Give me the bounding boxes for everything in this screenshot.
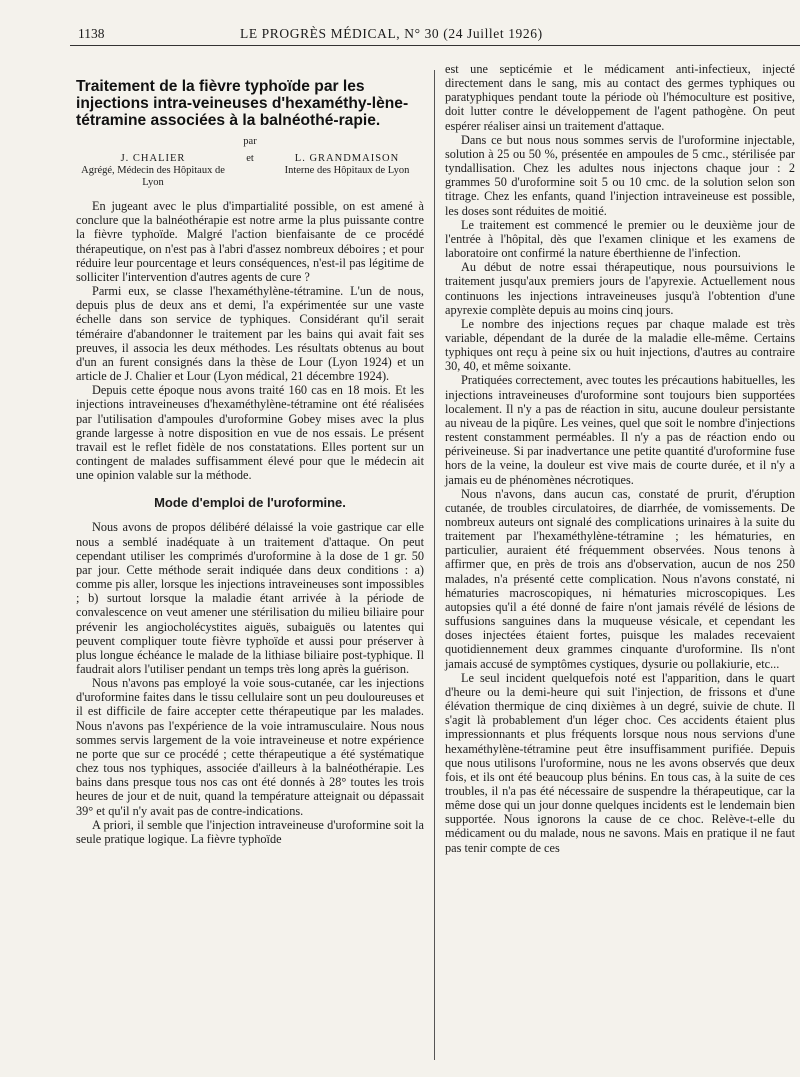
paragraph: Le seul incident quelquefois noté est l'apparition, dans le quart d'heure ou la demi-heure qui suit l'injection, de frissons et d'une élévation thermique de cinq dixièmes à un degré, suivie de chute. Il s'agit là probablement d'un léger choc. Ces accidents étaient plus impressionnants et plus fréquents lorsque nous nous servions d'une hexaméthylène-tétramine peut être insuffisamment purifiée. Depuis que nous utilisons l'uroformine, nous ne les avons observés que deux fois, et ils ont été beaucoup plus bénins. En tous cas, à la suite de ces troubles, il n'a pas été nécessaire de suspendre la thérapeutique, car la même dose qui un jour donne quelques incidents est le lendemain bien supportée. Nous ignorons la cause de ce choc. Relève-t-elle du médicament ou du malade, nous ne savons. Mais en pratique il ne faut pas tenir compte de ces (445, 670, 795, 855)
column-divider (434, 70, 435, 1060)
paragraph: Dans ce but nous nous sommes servis de l'uroformine injectable, solution à 25 ou 50 %, présentée en ampoules de 5 cmc., stérilisée par tyndallisation. Chez les adultes nous injectons chaque jour : 2 grammes 50 d'uroformine soit 5 ou 10 cmc. de la solution selon son titrage. Chez les enfants, quand l'injection intraveineuse est possible, les doses sont réduites de moitié. (445, 132, 795, 218)
paragraph: Nous n'avons, dans aucun cas, constaté de prurit, d'éruption cutanée, de troubles circulatoires, de diarrhée, de vomissements. De nombreux auteurs ont signalé des complications urinaires à la suite du traitement par l'hexaméthylène-tétramine ; les hématuries, en particulier, auraient été fréquemment observées. Nous tenons à affirmer que, en près de trois ans d'observation, aucun de nos 250 malades, n'a présenté cette complication. Nous n'avons constaté, ni hématuries macroscopiques, ni hématuries microscopiques. Les autopsies qu'il a été donné de faire n'ont jamais révélé de lésions de suffusions sanguines dans la muqueuse vésicale, et cependant les doses injectées étaient fortes, puisque les malades recevaient quotidiennement deux grammes cinquante d'uroformine. Ils n'ont jamais accusé de symptômes cystiques, dysurie ou pollakiurie, etc... (445, 486, 795, 671)
paragraph: Le nombre des injections reçues par chaque malade est très variable, dépendant de la durée de la maladie elle-même. Certains typhiques ont reçu à peine six ou huit injections, d'autres au contraire 30, 40, et même soixante. (445, 316, 795, 374)
paragraph: Pratiquées correctement, avec toutes les précautions habituelles, les injections intraveineuses d'uroformine sont toujours bien supportées localement. Il n'y a pas de réaction in situ, aucune douleur persistante au niveau de la piqûre. Les veines, quel que soit le nombre d'injections restent constamment perméables. Il n'y a pas de réaction endo ou périveineuse. Si par inadvertance une petite quantité d'uroformine fuse hors de la veine, la douleur est vive mais de courte durée, et il n'y a jamais eu de phénomènes nécrotiques. (445, 373, 795, 487)
paragraph: Depuis cette époque nous avons traité 160 cas en 18 mois. Et les injections intraveineuses d'hexaméthylène-tétramine ont été réalisées par l'utilisation d'ampoules d'uroformine Gobey mises avec la plus grande largesse à notre disposition en vue de nos essais. Le présent travail est le reflet fidèle de nos constatations. Elles portent sur un contingent de malades suffisamment élevé pour que le médecin ait une opinion valable sur la méthode. (76, 383, 424, 483)
author-2-affiliation: Interne des Hôpitaux de Lyon (284, 165, 410, 177)
byline-par: par (243, 136, 257, 147)
paragraph: En jugeant avec le plus d'impartialité possible, on est amené à conclure que la balnéothérapie est notre arme la plus puissante contre la fièvre typhoïde. Malgré l'action bienfaisante de ce procédé thérapeutique, on n'est pas à l'abri d'assez nombreux déboires ; et pour réduire leur pourcentage et leurs conséquences, n'est-il pas légitime de solliciter l'intervention d'autres agents de cure ? (76, 199, 424, 284)
paragraph: Nous n'avons pas employé la voie sous-cutanée, car les injections d'uroformine faites dans le tissu cellulaire sont un peu douloureuses et il est difficile de faire accepter cette thérapeutique par les malades. Nous n'avons pas l'expérience de la voie intramusculaire. Nous nous sommes servis largement de la voie intraveineuse et notre expérience ne porte que sur ce procédé ; cette thérapeutique a été systématique chez tous nos typhiques, associée d'ailleurs à la balnéothérapie. Les bains dans presque tous nos cas ont été donnés à 28° toutes les trois heures de jour et de nuit, quand la température atteignait ou dépassait 39° et qu'il n'y avait pas de contre-indications. (76, 676, 424, 818)
authors (76, 153, 424, 189)
right-column (445, 62, 795, 855)
author-1 (76, 153, 230, 189)
authors-et: et (246, 153, 254, 165)
paragraph: Le traitement est commencé le premier ou le deuxième jour de l'entrée à l'hôpital, dès que l'examen clinique et les examens de laboratoire ont confirmé la nature éberthienne de l'infection. (445, 217, 795, 261)
running-title: LE PROGRÈS MÉDICAL, N° 30 (24 Juillet 1926) (240, 26, 543, 41)
paragraph: Nous avons de propos délibéré délaissé la voie gastrique car elle nous a semblé inadéquate à un traitement d'attaque. On peut cependant utiliser les comprimés d'uroformine à la dose de 1 gr. 50 par jour. Cette méthode serait indiquée dans deux conditions : a) comme pis aller, lorsque les injections intraveineuses sont impossibles ; b) surtout lorsque la maladie étant arrivée à la période de convalescence on veut amener une stérilisation du milieu biliaire pour prévenir les angiocholécystites aiguës, subaiguës ou latentes qui peuvent compliquer toute fièvre typhoïde et aussi pour préserver à plus longue échéance le malade de la lithiase biliaire post-typhique. Il faudrait alors l'utiliser pendant un temps très long après la guérison. (76, 520, 424, 676)
paragraph: est une septicémie et le médicament anti-infectieux, injecté directement dans le sang, mis au contact des germes typhiques ou paratyphiques pendant toute la période où l'hémoculture est positive, doit lutter contre le développement de l'agent pathogène. On peut espérer réaliser ainsi un traitement d'attaque. (445, 62, 795, 133)
author-1-name: J. CHALIER (120, 153, 186, 165)
article-title: Traitement de la fièvre typhoïde par les injections intra-veineuses d'hexaméthy-lène-tétramine associées à la balnéothé-rapie. (76, 78, 409, 129)
author-2-name: L. GRANDMAISON (294, 153, 400, 165)
author-1-affiliation: Agrégé, Médecin des Hôpitaux de Lyon (81, 165, 225, 189)
paragraph: Au début de notre essai thérapeutique, nous poursuivions le traitement jusqu'aux premiers jours de l'apyrexie. Actuellement nous continuons les injections intraveineuses jusqu'à l'obtention d'une apyrexie complète depuis au moins cinq jours. (445, 260, 795, 317)
author-2 (270, 153, 424, 189)
header-rule (70, 45, 800, 46)
page-number: 1138 (78, 26, 105, 41)
section-heading: Mode d'emploi de l'uroformine. (154, 495, 346, 511)
paragraph: Parmi eux, se classe l'hexaméthylène-tétramine. L'un de nous, depuis plus de deux ans et demi, l'a expérimentée sur une vaste échelle dans son service de typhiques. Considérant qu'il serait téméraire d'abandonner le traitement par les bains qui avait fait ses preuves, il associa les deux méthodes. Les résultats obtenus au bout d'un an furent consignés dans la thèse de Lour (Lyon 1924) et un article de J. Chalier et Lour (Lyon médical, 21 décembre 1924). (76, 284, 424, 384)
paragraph: A priori, il semble que l'injection intraveineuse d'uroformine soit la seule pratique logique. La fièvre typhoïde (76, 817, 424, 846)
page-header (0, 0, 800, 48)
left-column (76, 60, 424, 846)
